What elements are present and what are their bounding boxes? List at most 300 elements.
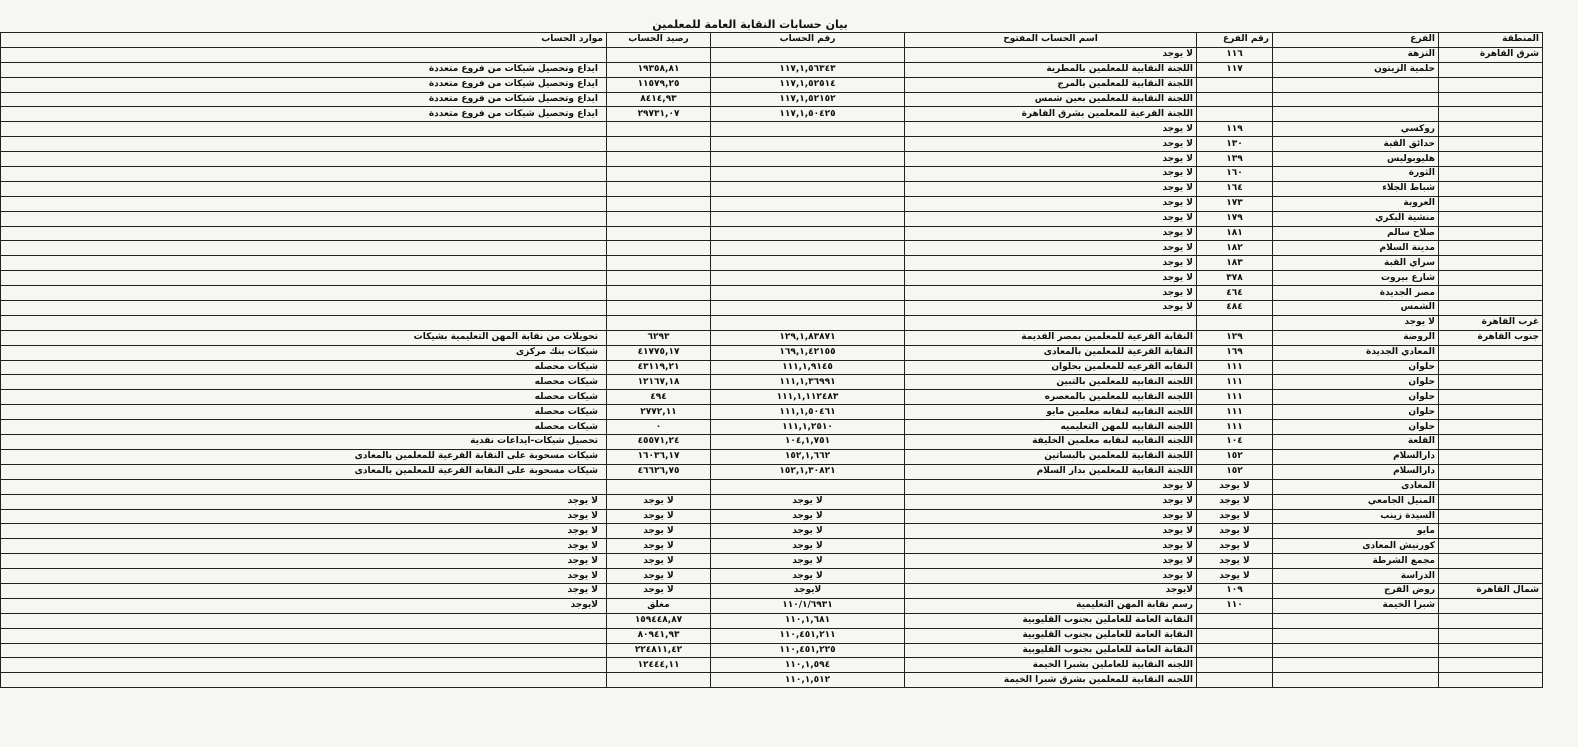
cell-region — [1439, 107, 1543, 122]
cell-account-no — [711, 286, 905, 301]
cell-account-no: لا يوجد — [711, 509, 905, 524]
cell-account-name: اللجنة النقابية للمعلمين بدار السلام — [905, 464, 1197, 479]
cell-branch: مدينة السلام — [1273, 241, 1439, 256]
cell-resources — [1, 628, 607, 643]
cell-branch: المعادى — [1273, 479, 1439, 494]
table-row — [1, 628, 1543, 643]
cell-account-name — [905, 315, 1197, 330]
cell-branch: شارع بيروت — [1273, 271, 1439, 286]
cell-balance: لا يوجد — [607, 524, 711, 539]
cell-region: شرق القاهرة — [1439, 47, 1543, 62]
cell-region — [1439, 286, 1543, 301]
header-row — [1, 33, 1543, 48]
cell-region — [1439, 360, 1543, 375]
cell-account-no — [711, 152, 905, 167]
cell-account-name: لا يوجد — [905, 524, 1197, 539]
cell-account-no: ١١١,١,٥٠٤٦١ — [711, 405, 905, 420]
table-row — [1, 271, 1543, 286]
cell-resources: ايداع وتحصيل شيكات من فروع متعددة — [1, 77, 607, 92]
table-row — [1, 47, 1543, 62]
cell-resources: لا يوجد — [1, 524, 607, 539]
cell-account-name: لا يوجد — [905, 554, 1197, 569]
cell-branch-no: ١١١ — [1197, 420, 1273, 435]
cell-account-name: اللجنه النقابية للعاملين بشبرا الخيمة — [905, 658, 1197, 673]
cell-balance — [607, 301, 711, 316]
cell-account-name: اللجنه النقابيه للمعلمين بالمعصره — [905, 390, 1197, 405]
cell-resources — [1, 301, 607, 316]
cell-region — [1439, 137, 1543, 152]
cell-balance — [607, 256, 711, 271]
cell-branch-no: لا يوجد — [1197, 539, 1273, 554]
table-row — [1, 241, 1543, 256]
cell-branch — [1273, 673, 1439, 688]
header-balance: رصيد الحساب — [607, 33, 711, 48]
cell-balance: ٤١٧٧٥,١٧ — [607, 345, 711, 360]
cell-balance: ٤٦٦٢٦,٧٥ — [607, 464, 711, 479]
cell-branch: السيدة زينب — [1273, 509, 1439, 524]
cell-branch-no: ٤٨٤ — [1197, 301, 1273, 316]
cell-branch-no: ١١١ — [1197, 375, 1273, 390]
table-row — [1, 256, 1543, 271]
cell-branch-no: ١٦٤ — [1197, 181, 1273, 196]
cell-branch-no — [1197, 77, 1273, 92]
cell-balance: ٢٧٧٢,١١ — [607, 405, 711, 420]
cell-resources: لا يوجد — [1, 554, 607, 569]
cell-resources: شيكات محصله — [1, 360, 607, 375]
cell-account-no: ١١٠,١,٥٩٤ — [711, 658, 905, 673]
cell-balance — [607, 241, 711, 256]
cell-account-name: اللجنه النقابيه لنقابه معلمين الخليفة — [905, 435, 1197, 450]
cell-account-no — [711, 315, 905, 330]
cell-account-no — [711, 241, 905, 256]
cell-balance: ٨٠٩٤١,٩٣ — [607, 628, 711, 643]
cell-balance — [607, 167, 711, 182]
cell-branch-no: ١٨٣ — [1197, 256, 1273, 271]
cell-region — [1439, 598, 1543, 613]
cell-resources — [1, 271, 607, 286]
cell-account-name: لا يوجد — [905, 509, 1197, 524]
cell-branch-no — [1197, 107, 1273, 122]
table-row — [1, 509, 1543, 524]
cell-branch: مجمع الشرطة — [1273, 554, 1439, 569]
cell-region — [1439, 92, 1543, 107]
cell-balance: مغلق — [607, 598, 711, 613]
table-row — [1, 598, 1543, 613]
cell-account-name: اللجنه النقابيه للمعلمين بالتبين — [905, 375, 1197, 390]
cell-account-no — [711, 479, 905, 494]
cell-branch-no: ٤٦٤ — [1197, 286, 1273, 301]
table-row — [1, 62, 1543, 77]
table-row — [1, 286, 1543, 301]
cell-resources: لايوجد — [1, 598, 607, 613]
cell-balance: لا يوجد — [607, 539, 711, 554]
cell-account-no: ١٠٤,١,٧٥١ — [711, 435, 905, 450]
table-row — [1, 137, 1543, 152]
cell-balance: ١٦٠٣٦,١٧ — [607, 449, 711, 464]
cell-branch: حلوان — [1273, 360, 1439, 375]
cell-balance: ١٩٣٥٨,٨١ — [607, 62, 711, 77]
cell-region — [1439, 390, 1543, 405]
cell-branch-no: ١٧٣ — [1197, 196, 1273, 211]
cell-region — [1439, 77, 1543, 92]
cell-balance — [607, 286, 711, 301]
cell-branch — [1273, 643, 1439, 658]
cell-account-name: لا يوجد — [905, 256, 1197, 271]
cell-resources: ايداع وتحصيل شيكات من فروع متعددة — [1, 62, 607, 77]
cell-region — [1439, 375, 1543, 390]
table-row — [1, 92, 1543, 107]
cell-branch-no: ١٦٠ — [1197, 167, 1273, 182]
cell-region — [1439, 479, 1543, 494]
table-row — [1, 167, 1543, 182]
cell-branch-no: ١١٩ — [1197, 122, 1273, 137]
table-row — [1, 569, 1543, 584]
cell-branch-no: لا يوجد — [1197, 524, 1273, 539]
table-row — [1, 152, 1543, 167]
cell-account-name: رسم نقابة المهن التعليمية — [905, 598, 1197, 613]
cell-account-name: لا يوجد — [905, 211, 1197, 226]
cell-balance — [607, 271, 711, 286]
cell-resources — [1, 256, 607, 271]
cell-balance: ١٢٤٤٤,١١ — [607, 658, 711, 673]
cell-region — [1439, 554, 1543, 569]
cell-balance: لا يوجد — [607, 569, 711, 584]
cell-account-no — [711, 122, 905, 137]
cell-resources — [1, 241, 607, 256]
header-account-name: اسم الحساب المفتوح — [905, 33, 1197, 48]
cell-balance — [607, 196, 711, 211]
cell-branch — [1273, 92, 1439, 107]
cell-account-name: اللجنه النقابية للمعلمين بشرق شبرا الخيمة — [905, 673, 1197, 688]
cell-branch-no — [1197, 628, 1273, 643]
cell-branch: حدائق القبة — [1273, 137, 1439, 152]
cell-resources — [1, 315, 607, 330]
cell-account-no: لايوجد — [711, 583, 905, 598]
cell-branch-no: لا يوجد — [1197, 554, 1273, 569]
cell-resources: شيكات بنك مركزى — [1, 345, 607, 360]
cell-branch: صلاح سالم — [1273, 226, 1439, 241]
cell-account-name: لا يوجد — [905, 271, 1197, 286]
cell-region — [1439, 62, 1543, 77]
cell-region — [1439, 539, 1543, 554]
cell-account-name: لا يوجد — [905, 122, 1197, 137]
table-row — [1, 479, 1543, 494]
cell-account-no — [711, 256, 905, 271]
cell-region — [1439, 152, 1543, 167]
cell-account-no: ١١٧,١,٥٢١٥٢ — [711, 92, 905, 107]
cell-branch: الدراسة — [1273, 569, 1439, 584]
table-row — [1, 196, 1543, 211]
cell-balance — [607, 137, 711, 152]
cell-branch-no: ١٧٩ — [1197, 211, 1273, 226]
cell-resources — [1, 167, 607, 182]
cell-branch-no: ١٣٠ — [1197, 137, 1273, 152]
cell-balance — [607, 226, 711, 241]
cell-balance — [607, 181, 711, 196]
table-row — [1, 375, 1543, 390]
cell-account-name: اللجنة النقابية للمعلمين بالمطرية — [905, 62, 1197, 77]
cell-region — [1439, 464, 1543, 479]
cell-branch-no: ١١١ — [1197, 405, 1273, 420]
cell-resources: شيكات مسحوبة على النقابة القرعية للمعلمين بالمعادى — [1, 449, 607, 464]
table-row — [1, 301, 1543, 316]
cell-branch — [1273, 628, 1439, 643]
cell-branch — [1273, 613, 1439, 628]
cell-account-name: اللجنه النقابيه لنقابه معلمين مايو — [905, 405, 1197, 420]
cell-account-no: ١١٠/١/٦٩٣١ — [711, 598, 905, 613]
page-title: بيان حسابات النقابة العامة للمعلمين — [652, 18, 848, 31]
cell-account-no: ١١٠,٤٥١,٢٢٥ — [711, 643, 905, 658]
cell-resources: تحصيل شيكات-ايداعات نقدية — [1, 435, 607, 450]
cell-resources: شيكات محصله — [1, 375, 607, 390]
cell-resources — [1, 673, 607, 688]
cell-balance — [607, 152, 711, 167]
cell-balance: لا يوجد — [607, 583, 711, 598]
table-row — [1, 673, 1543, 688]
cell-balance: ٤٩٤ — [607, 390, 711, 405]
cell-branch: حلوان — [1273, 375, 1439, 390]
cell-branch: شباط الجلاء — [1273, 181, 1439, 196]
table-row — [1, 345, 1543, 360]
cell-branch: الشمس — [1273, 301, 1439, 316]
cell-balance — [607, 211, 711, 226]
cell-branch-no — [1197, 92, 1273, 107]
cell-balance: ١٢١٦٧,١٨ — [607, 375, 711, 390]
cell-branch: حلوان — [1273, 405, 1439, 420]
cell-branch-no — [1197, 673, 1273, 688]
cell-region — [1439, 122, 1543, 137]
cell-account-no — [711, 181, 905, 196]
cell-balance — [607, 315, 711, 330]
cell-branch-no: ١٣٩ — [1197, 152, 1273, 167]
cell-account-name: النقابة القرعية للمعلمين بمصر القديمة — [905, 330, 1197, 345]
cell-region — [1439, 643, 1543, 658]
cell-branch-no: ١٠٩ — [1197, 583, 1273, 598]
cell-account-name: اللجنة النقابية للمعلمين بالبساتين — [905, 449, 1197, 464]
cell-balance: لا يوجد — [607, 554, 711, 569]
cell-region — [1439, 256, 1543, 271]
cell-account-no: ١٥٢,١,٣٠٨٢١ — [711, 464, 905, 479]
cell-region — [1439, 613, 1543, 628]
cell-branch: الروضة — [1273, 330, 1439, 345]
cell-balance: ١٥٩٤٤٨,٨٧ — [607, 613, 711, 628]
cell-account-name: النقابه القرعيه للمعلمين بحلوان — [905, 360, 1197, 375]
cell-resources: ايداع وتحصيل شيكات من فروع متعددة — [1, 92, 607, 107]
cell-branch-no: ١١٧ — [1197, 62, 1273, 77]
cell-account-name: النقابة العامة للعاملين بجنوب القليوبية — [905, 628, 1197, 643]
cell-balance — [607, 673, 711, 688]
cell-region — [1439, 494, 1543, 509]
table-row — [1, 390, 1543, 405]
cell-region — [1439, 167, 1543, 182]
cell-region — [1439, 673, 1543, 688]
table-row — [1, 494, 1543, 509]
cell-account-name: لا يوجد — [905, 539, 1197, 554]
cell-branch: سراي القبة — [1273, 256, 1439, 271]
cell-balance: ٢٩٧٣١,٠٧ — [607, 107, 711, 122]
cell-resources: لا يوجد — [1, 509, 607, 524]
cell-account-no — [711, 211, 905, 226]
cell-branch: هليوبوليس — [1273, 152, 1439, 167]
cell-balance: لا يوجد — [607, 494, 711, 509]
cell-region — [1439, 509, 1543, 524]
cell-account-name: اللجنة القرعية للمعلمين بشرق القاهرة — [905, 107, 1197, 122]
cell-branch-no: ١١١ — [1197, 390, 1273, 405]
cell-account-no — [711, 271, 905, 286]
header-region: المنطقة — [1439, 33, 1543, 48]
cell-branch-no: ١٥٢ — [1197, 464, 1273, 479]
cell-branch-no: ١٨١ — [1197, 226, 1273, 241]
cell-branch: العروبة — [1273, 196, 1439, 211]
cell-account-no: ١١١,١,١١٢٤٨٣ — [711, 390, 905, 405]
cell-account-no: ١٥٢,١,٦٦٢ — [711, 449, 905, 464]
table-row — [1, 181, 1543, 196]
table-row — [1, 211, 1543, 226]
cell-region — [1439, 405, 1543, 420]
cell-account-no: ١١٧,١,٥٢٥١٤ — [711, 77, 905, 92]
cell-account-no: ١١٠,٤٥١,٢١١ — [711, 628, 905, 643]
cell-region — [1439, 345, 1543, 360]
table-row — [1, 464, 1543, 479]
cell-branch-no: لا يوجد — [1197, 509, 1273, 524]
cell-resources: شيكات محصله — [1, 420, 607, 435]
cell-resources — [1, 613, 607, 628]
cell-account-name: لا يوجد — [905, 181, 1197, 196]
cell-region — [1439, 196, 1543, 211]
cell-resources: شيكات محصله — [1, 405, 607, 420]
header-account-no: رقم الحساب — [711, 33, 905, 48]
cell-account-no: ١٢٩,١,٨٣٨٧١ — [711, 330, 905, 345]
cell-account-name: لا يوجد — [905, 286, 1197, 301]
table-row — [1, 107, 1543, 122]
cell-account-name: اللجنة النقابية للمعلمين بعين شمس — [905, 92, 1197, 107]
cell-account-no: ١١١,١,٢٥١٠ — [711, 420, 905, 435]
cell-resources: تحويلات من نقابة المهن التعليمية بشيكات — [1, 330, 607, 345]
header-resources: موارد الحساب — [1, 33, 607, 48]
cell-branch-no — [1197, 658, 1273, 673]
cell-region — [1439, 658, 1543, 673]
cell-region — [1439, 435, 1543, 450]
table-row — [1, 524, 1543, 539]
header-branch: الفرع — [1273, 33, 1439, 48]
cell-branch: الثورة — [1273, 167, 1439, 182]
cell-account-name: لايوجد — [905, 583, 1197, 598]
cell-account-no — [711, 167, 905, 182]
cell-branch: روكسي — [1273, 122, 1439, 137]
cell-branch: شبرا الخيمة — [1273, 598, 1439, 613]
cell-branch: مصر الجديدة — [1273, 286, 1439, 301]
cell-branch: مايو — [1273, 524, 1439, 539]
cell-account-no: ١١١,١,٩١٤٥ — [711, 360, 905, 375]
cell-account-name: لا يوجد — [905, 152, 1197, 167]
table-row — [1, 583, 1543, 598]
cell-resources — [1, 643, 607, 658]
table-row — [1, 330, 1543, 345]
cell-account-no: ١٦٩,١,٤٢١٥٥ — [711, 345, 905, 360]
cell-region — [1439, 628, 1543, 643]
cell-branch — [1273, 107, 1439, 122]
cell-region — [1439, 211, 1543, 226]
cell-resources: لا يوجد — [1, 583, 607, 598]
table-row — [1, 658, 1543, 673]
cell-region: شمال القاهرة — [1439, 583, 1543, 598]
table-body — [1, 47, 1543, 687]
cell-region — [1439, 524, 1543, 539]
cell-resources — [1, 211, 607, 226]
cell-balance: ٦٢٩٣ — [607, 330, 711, 345]
table-row — [1, 77, 1543, 92]
cell-branch: كورنيش المعادى — [1273, 539, 1439, 554]
cell-resources: لا يوجد — [1, 569, 607, 584]
cell-account-no: لا يوجد — [711, 539, 905, 554]
cell-balance: ٢٢٤٨١١,٤٢ — [607, 643, 711, 658]
cell-balance: ١١٥٧٩,٢٥ — [607, 77, 711, 92]
cell-account-no: ١١٠,١,٦٨١ — [711, 613, 905, 628]
cell-account-name: لا يوجد — [905, 569, 1197, 584]
cell-balance — [607, 47, 711, 62]
cell-resources — [1, 152, 607, 167]
cell-branch-no: ١٥٢ — [1197, 449, 1273, 464]
cell-account-name: لا يوجد — [905, 479, 1197, 494]
cell-account-no — [711, 196, 905, 211]
table-row — [1, 315, 1543, 330]
cell-resources — [1, 47, 607, 62]
cell-balance: لا يوجد — [607, 509, 711, 524]
cell-account-name: النقابة العامة للعاملين بجنوب القليوبية — [905, 613, 1197, 628]
cell-balance: ٨٤١٤,٩٣ — [607, 92, 711, 107]
cell-region — [1439, 241, 1543, 256]
cell-branch-no: ١٨٢ — [1197, 241, 1273, 256]
cell-branch-no: ١١١ — [1197, 360, 1273, 375]
cell-balance — [607, 479, 711, 494]
cell-branch: حلمية الزيتون — [1273, 62, 1439, 77]
cell-branch: حلوان — [1273, 420, 1439, 435]
table-row — [1, 554, 1543, 569]
cell-resources — [1, 137, 607, 152]
table-row — [1, 122, 1543, 137]
cell-account-name: لا يوجد — [905, 196, 1197, 211]
cell-account-no: لا يوجد — [711, 569, 905, 584]
cell-balance: ٤٥٥٧١,٢٤ — [607, 435, 711, 450]
cell-balance — [607, 122, 711, 137]
table-row — [1, 613, 1543, 628]
cell-account-no: ١١١,١,٣٦٩٩١ — [711, 375, 905, 390]
table-row — [1, 539, 1543, 554]
cell-resources: شيكات مسحوبة على النقابة القرعية للمعلمين بالمعادى — [1, 464, 607, 479]
cell-branch — [1273, 658, 1439, 673]
cell-branch: منشية البكري — [1273, 211, 1439, 226]
cell-resources — [1, 479, 607, 494]
cell-account-name: النقابة العامة للعاملين بجنوب القليوبية — [905, 643, 1197, 658]
cell-branch-no: لا يوجد — [1197, 569, 1273, 584]
cell-resources: ايداع وتحصيل شيكات من فروع متعددة — [1, 107, 607, 122]
cell-account-name: لا يوجد — [905, 167, 1197, 182]
cell-region — [1439, 301, 1543, 316]
cell-region — [1439, 181, 1543, 196]
table-row — [1, 405, 1543, 420]
cell-region — [1439, 271, 1543, 286]
cell-account-name: لا يوجد — [905, 301, 1197, 316]
cell-account-no — [711, 226, 905, 241]
cell-branch-no: ١١٦ — [1197, 47, 1273, 62]
cell-resources — [1, 226, 607, 241]
cell-branch: روض الفرج — [1273, 583, 1439, 598]
cell-account-no: لا يوجد — [711, 554, 905, 569]
cell-account-name: اللجنه النقابيه للمهن التعليميه — [905, 420, 1197, 435]
accounts-table — [0, 32, 1543, 688]
header-branch-no: رقم الفرع — [1197, 33, 1273, 48]
cell-branch-no: لا يوجد — [1197, 479, 1273, 494]
